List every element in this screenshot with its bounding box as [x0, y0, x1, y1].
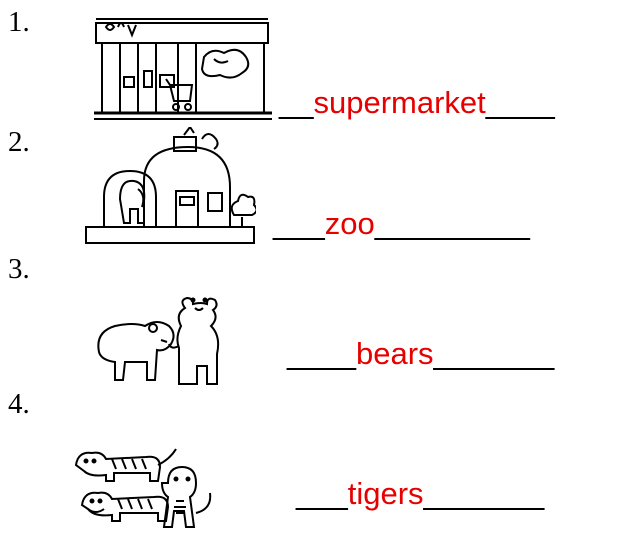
blank-trail: _________: [374, 206, 530, 241]
answer-line: [279, 87, 555, 118]
supermarket-illustration: [92, 15, 274, 123]
answer-word: tigers: [347, 476, 424, 511]
item-number: 4.: [8, 388, 30, 420]
item-number: 1.: [8, 6, 30, 38]
zoo-illustration: [84, 127, 256, 247]
answer-word: bears: [355, 336, 434, 371]
blank-trail: _______: [433, 336, 555, 371]
bears-illustration: [93, 288, 225, 394]
blank-lead: ____: [287, 336, 356, 371]
blank-lead: ___: [273, 206, 325, 241]
answer-word: supermarket: [313, 85, 486, 120]
item-number: 3.: [8, 253, 30, 285]
answer-line: [296, 478, 544, 509]
blank-trail: _______: [423, 476, 545, 511]
answer-word: zoo: [324, 206, 375, 241]
tigers-illustration: [72, 443, 242, 541]
answer-line: [273, 208, 530, 239]
blank-trail: ____: [485, 85, 555, 120]
answer-line: [287, 338, 554, 369]
blank-lead: __: [279, 85, 314, 120]
blank-lead: ___: [296, 476, 348, 511]
item-number: 2.: [8, 126, 30, 158]
